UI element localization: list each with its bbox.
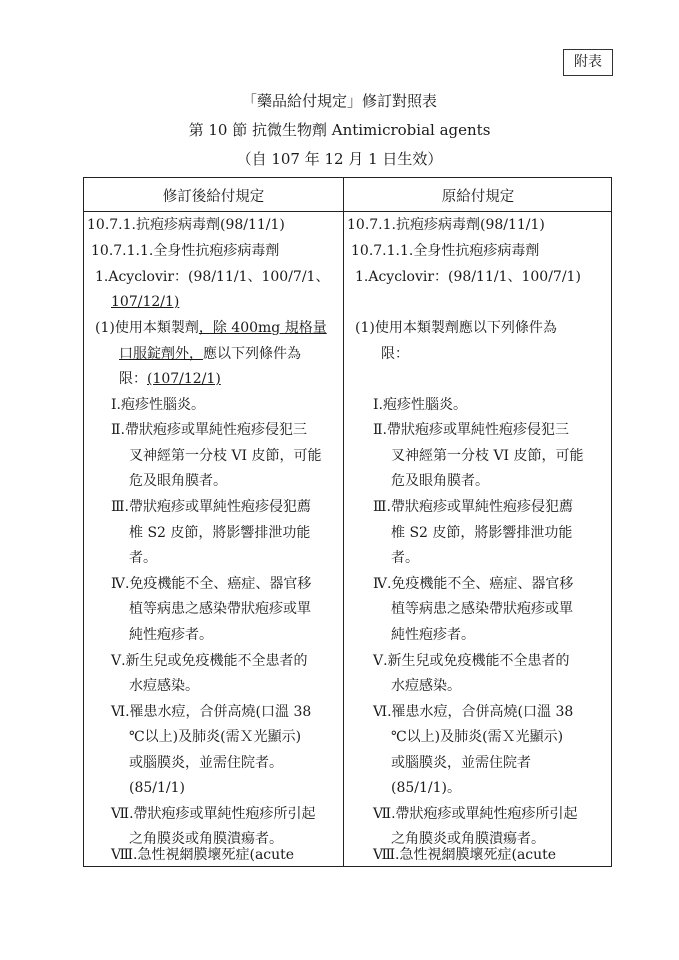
appendix-tag: 附表 xyxy=(563,49,613,76)
left-line: Ⅶ.帶狀疱疹或單純性疱疹所引起 xyxy=(111,806,316,822)
right-line: (1)使用本類製劑應以下列條件為 xyxy=(355,320,557,336)
left-line: Ⅰ.疱疹性腦炎。 xyxy=(111,397,205,413)
original-column-header: 原給付規定 xyxy=(441,189,515,205)
left-line: 叉神經第一分枝 VI 皮節，可能 xyxy=(129,448,322,464)
right-line: Ⅶ.帶狀疱疹或單純性疱疹所引起 xyxy=(373,806,578,822)
right-line: 之角膜炎或角膜潰瘍者。 xyxy=(391,831,545,847)
left-text: (1)使用本類製劑 xyxy=(95,320,199,336)
right-line: 者。 xyxy=(391,550,419,566)
left-line: (85/1/1) xyxy=(129,780,185,796)
effective-date: （自 107 年 12 月 1 日生效） xyxy=(236,150,443,168)
right-line: 限： xyxy=(381,346,409,362)
left-line: 或腦膜炎，並需住院者。 xyxy=(129,755,283,771)
left-line: 1.Acyclovir：(98/11/1、100/7/1、 xyxy=(95,269,330,285)
left-line: ℃以上)及肺炎(需Ｘ光顯示) xyxy=(129,729,302,745)
left-line: Ⅵ.罹患水痘，合併高燒(口溫 38 xyxy=(111,704,312,720)
right-line: 10.7.1.1.全身性抗疱疹病毒劑 xyxy=(351,243,540,259)
right-line: 叉神經第一分枝 VI 皮節，可能 xyxy=(391,448,584,464)
right-line: 危及眼角膜者。 xyxy=(391,473,489,489)
right-line: Ⅷ.急性視網膜壞死症(acute xyxy=(373,847,557,863)
right-line: 10.7.1.抗疱疹病毒劑(98/11/1) xyxy=(347,217,545,233)
right-line: (85/1/1)。 xyxy=(391,780,461,796)
right-line: 純性疱疹者。 xyxy=(391,627,475,643)
document-title: 「藥品給付規定」修訂對照表 xyxy=(241,92,437,110)
left-underlined-text: ，除 400mg 規格量 xyxy=(198,320,327,336)
left-underlined-text: 口服錠劑外， xyxy=(119,346,203,362)
right-line: Ⅰ.疱疹性腦炎。 xyxy=(373,397,467,413)
right-line: ℃以上)及肺炎(需Ｘ光顯示) xyxy=(391,729,564,745)
left-line xyxy=(95,319,327,337)
right-line: Ⅲ.帶狀疱疹或單純性疱疹侵犯薦 xyxy=(373,499,573,515)
left-line: Ⅱ.帶狀疱疹或單純性疱疹侵犯三 xyxy=(111,422,307,438)
right-line: 或腦膜炎，並需住院者 xyxy=(391,755,531,771)
left-line: 10.7.1.1.全身性抗疱疹病毒劑 xyxy=(91,243,280,259)
left-line: 107/12/1) xyxy=(111,294,180,310)
right-line: 1.Acyclovir：(98/11/1、100/7/1) xyxy=(355,269,581,285)
left-line: Ⅷ.急性視網膜壞死症(acute xyxy=(111,847,295,863)
right-line: 水痘感染。 xyxy=(391,678,461,694)
header-divider xyxy=(84,211,611,212)
revised-column-header: 修訂後給付規定 xyxy=(162,189,265,205)
section-title: 第 10 節 抗微生物劑 Antimicrobial agents xyxy=(188,121,491,139)
left-line: 之角膜炎或角膜潰瘍者。 xyxy=(129,831,283,847)
right-line: Ⅴ.新生兒或免疫機能不全患者的 xyxy=(373,653,570,669)
right-line: 植等病患之感染帶狀疱疹或單 xyxy=(391,601,573,617)
left-line: Ⅳ.免疫機能不全、癌症、器官移 xyxy=(111,576,312,592)
left-line: Ⅲ.帶狀疱疹或單純性疱疹侵犯薦 xyxy=(111,499,311,515)
right-line: Ⅱ.帶狀疱疹或單純性疱疹侵犯三 xyxy=(373,422,569,438)
left-line: 10.7.1.抗疱疹病毒劑(98/11/1) xyxy=(87,217,285,233)
left-line: 危及眼角膜者。 xyxy=(129,473,227,489)
comparison-table xyxy=(83,177,612,867)
left-line: Ⅴ.新生兒或免疫機能不全患者的 xyxy=(111,653,308,669)
left-line: 者。 xyxy=(129,550,157,566)
right-line: 椎 S2 皮節，將影響排泄功能 xyxy=(391,525,573,541)
column-divider xyxy=(343,178,344,866)
left-line xyxy=(119,370,221,388)
left-line: 純性疱疹者。 xyxy=(129,627,213,643)
left-line: 椎 S2 皮節，將影響排泄功能 xyxy=(129,525,311,541)
left-line: 水痘感染。 xyxy=(129,678,199,694)
left-text: 應以下列條件為 xyxy=(203,346,301,362)
right-line: Ⅵ.罹患水痘，合併高燒(口溫 38 xyxy=(373,704,574,720)
left-text: 限： xyxy=(119,371,147,387)
left-underlined-text: (107/12/1) xyxy=(147,371,221,387)
right-line: Ⅳ.免疫機能不全、癌症、器官移 xyxy=(373,576,574,592)
left-line: 植等病患之感染帶狀疱疹或單 xyxy=(129,601,311,617)
left-line xyxy=(119,345,301,363)
